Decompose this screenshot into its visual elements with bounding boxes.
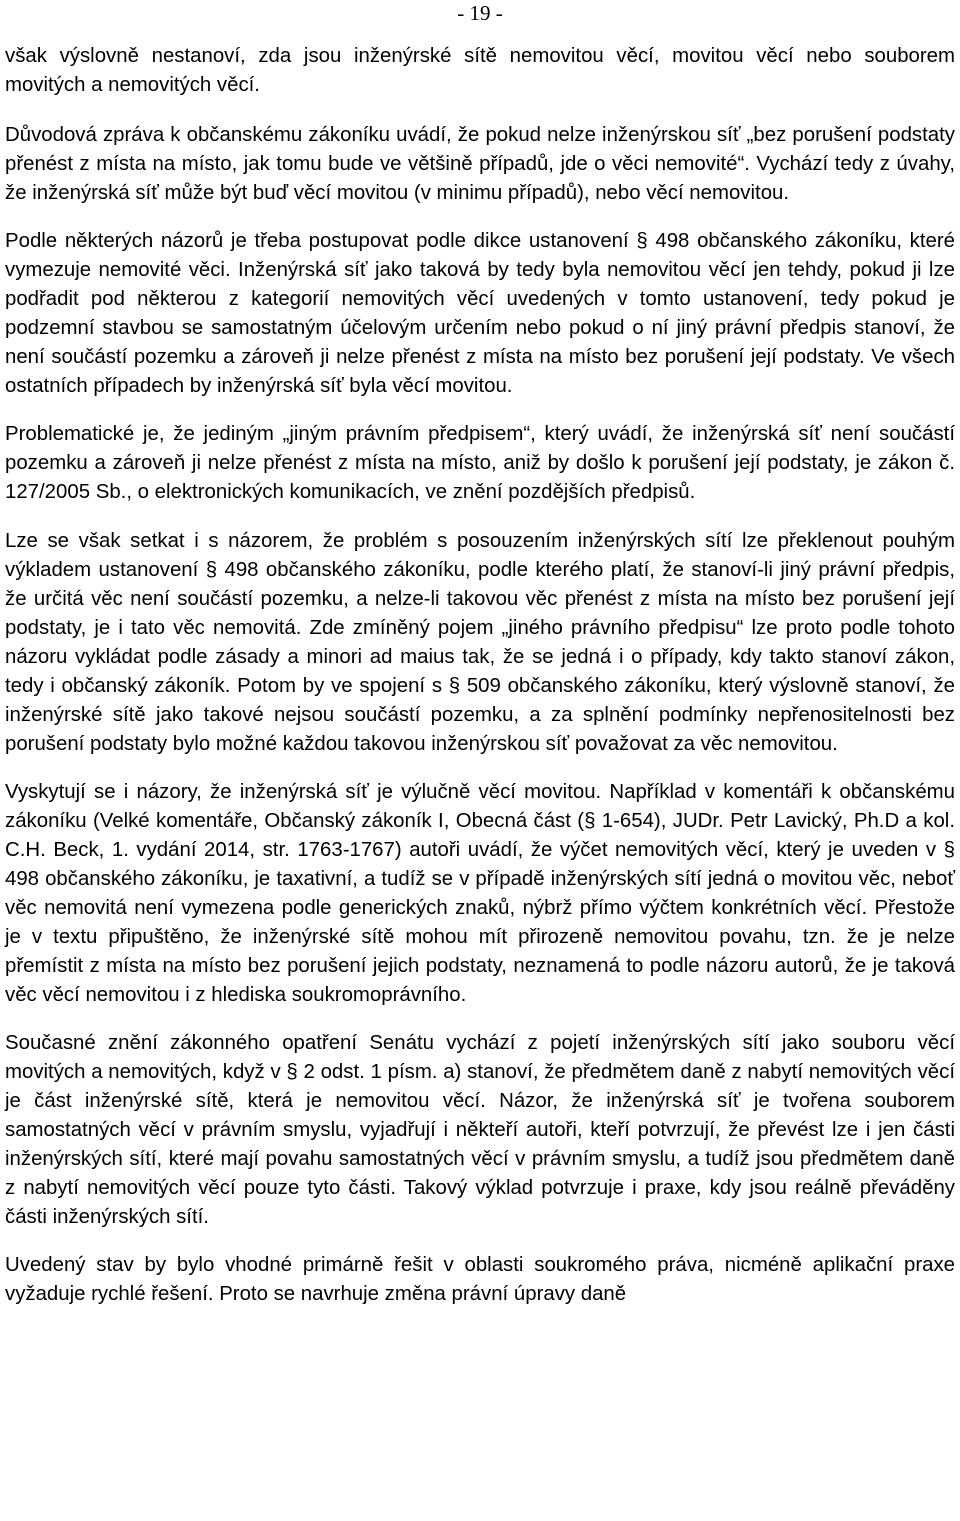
paragraph-6: Vyskytují se i názory, že inženýrská síť je výlučně věcí movitou. Například v komentáři k občanskému zákoníku (Velké komentáře, Občanský zákoník I, Obecná část (§ 1-654), JUDr. Petr Lavický, Ph.D a kol. C.H. Beck, 1. vydání 2014, str. 1763-1767) autoři uvádí, že výčet nemovitých věcí, který je uveden v § 498 občanského zákoníku, je taxativní, a tudíž se v případě inženýrských sítí jedná o movitou věc, neboť věc nemovitá není vymezena podle generických znaků, nýbrž přímo výčtem konkrétních věcí. Přestože je v textu připuštěno, že inženýrské sítě mohou mít přirozeně nemovitou povahu, tzn. že je nelze přemístit z místa na místo bez porušení jejich podstaty, neznamená to podle názoru autorů, že je taková věc věcí nemovitou i z hlediska soukromoprávního. (5, 781, 955, 1006)
paragraph-2: Důvodová zpráva k občanskému zákoníku uvádí, že pokud nelze inženýrskou síť „bez porušení podstaty přenést z místa na místo, jak tomu bude ve většině případů, jde o věci nemovité“. Vychází tedy z úvahy, že inženýrská síť může být buď věcí movitou (v minimu případů), nebo věcí nemovitou. (5, 124, 955, 204)
page-number: - 19 - (457, 1, 503, 25)
document-page (5, 0, 955, 1328)
paragraph-4: Problematické je, že jediným „jiným právním předpisem“, který uvádí, že inženýrská síť není součástí pozemku a zároveň ji nelze přenést z místa na místo, aniž by došlo k porušení její podstaty, je zákon č. 127/2005 Sb., o elektronických komunikacích, ve znění pozdějších předpisů. (5, 423, 955, 503)
paragraph-8: Uvedený stav by bylo vhodné primárně řešit v oblasti soukromého práva, nicméně aplikační praxe vyžaduje rychlé řešení. Proto se navrhuje změna právní úpravy daně (5, 1254, 955, 1305)
paragraph-1: však výslovně nestanoví, zda jsou inženýrské sítě nemovitou věcí, movitou věcí nebo souborem movitých a nemovitých věcí. (5, 45, 955, 96)
paragraph-7: Současné znění zákonného opatření Senátu vychází z pojetí inženýrských sítí jako souboru věcí movitých a nemovitých, když v § 2 odst. 1 písm. a) stanoví, že předmětem daně z nabytí nemovitých věcí je část inženýrské sítě, která je nemovitou věcí. Názor, že inženýrská síť je tvořena souborem samostatných věcí v právním smyslu, vyjadřují i někteří autoři, kteří potvrzují, že převést lze i jen části inženýrských sítí, které mají povahu samostatných věcí v právním smyslu, a tudíž jsou předmětem daně z nabytí nemovitých věcí pouze tyto části. Takový výklad potvrzuje i praxe, kdy jsou reálně převáděny části inženýrských sítí. (5, 1032, 955, 1228)
paragraph-3: Podle některých názorů je třeba postupovat podle dikce ustanovení § 498 občanského zákoníku, které vymezuje nemovité věci. Inženýrská síť jako taková by tedy byla nemovitou věcí jen tehdy, pokud ji lze podřadit pod některou z kategorií nemovitých věcí uvedených v tomto ustanovení, tedy pokud je podzemní stavbou se samostatným účelovým určením nebo pokud o ní jiný právní předpis stanoví, že není součástí pozemku a zároveň ji nelze přenést z místa na místo bez porušení její podstaty. Ve všech ostatních případech by inženýrská síť byla věcí movitou. (5, 230, 955, 397)
paragraph-5: Lze se však setkat i s názorem, že problém s posouzením inženýrských sítí lze překlenout pouhým výkladem ustanovení § 498 občanského zákoníku, podle kterého platí, že stanoví-li jiný právní předpis, že určitá věc není součástí pozemku, a nelze-li takovou věc přenést z místa na místo bez porušení její podstaty, je i tato věc nemovitá. Zde zmíněný pojem „jiného právního předpisu“ lze proto podle tohoto názoru vykládat podle zásady a minori ad maius tak, že se jedná i o případy, kdy takto stanoví zákon, tedy i občanský zákoník. Potom by ve spojení s § 509 občanského zákoníku, který výslovně stanoví, že inženýrské sítě jako takové nejsou součástí pozemku, a za splnění podmínky nepřenositelnosti bez porušení podstaty bylo možné každou takovou inženýrskou síť považovat za věc nemovitou. (5, 530, 955, 755)
